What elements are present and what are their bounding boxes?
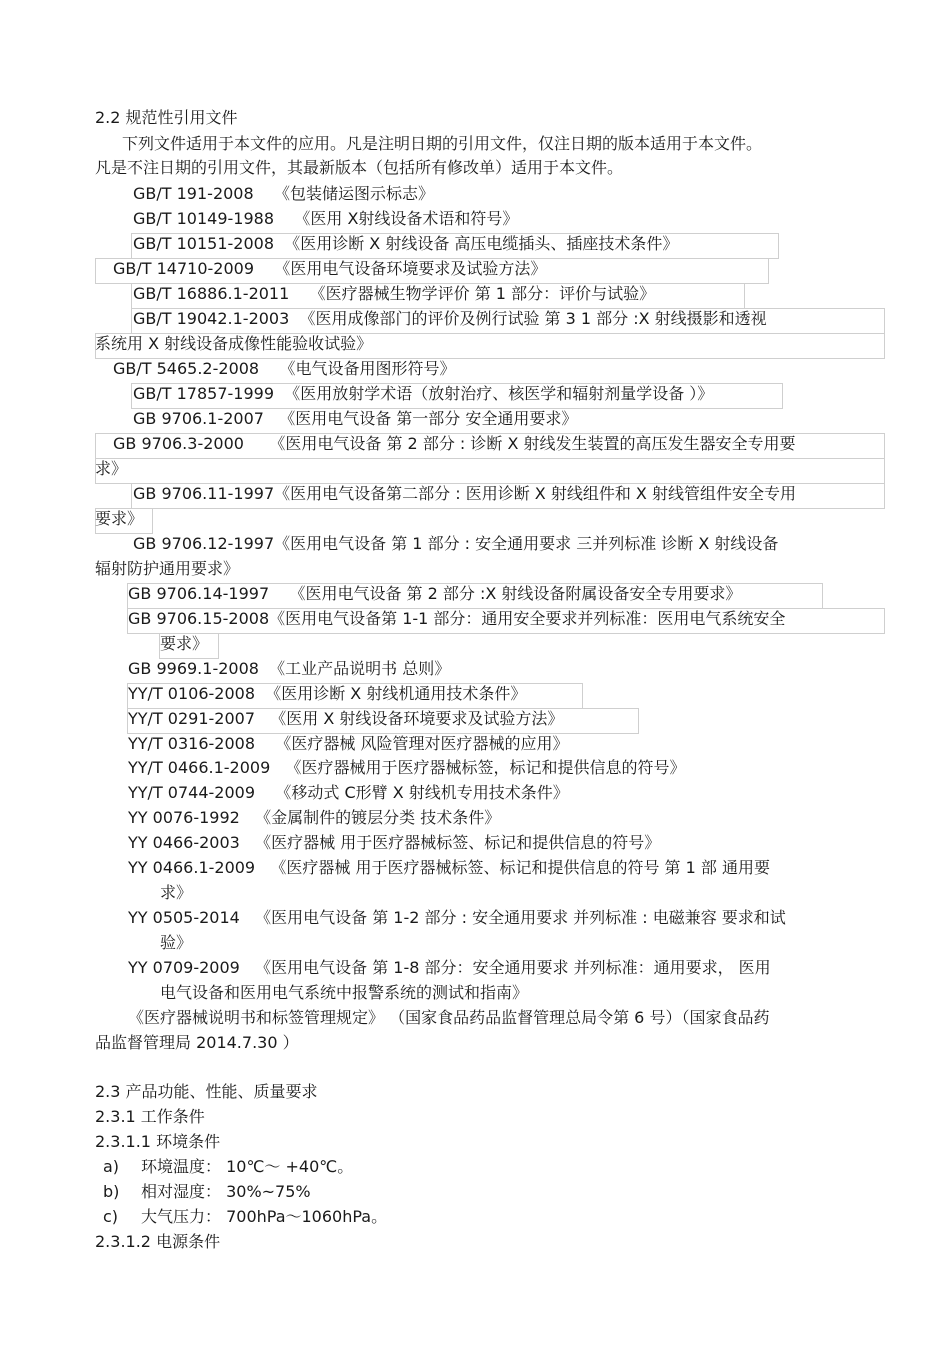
reference-code: GB/T 10151-2008	[133, 234, 275, 253]
reference-code: GB 9969.1-2008	[128, 659, 259, 678]
reference-code: GB 9706.15-2008	[128, 609, 270, 628]
item-marker: c)	[103, 1207, 119, 1226]
reference-code: YY/T 0466.1-2009	[128, 758, 271, 777]
reference-code: YY/T 0316-2008	[128, 734, 256, 753]
reference-item	[128, 708, 563, 730]
reference-item	[113, 433, 796, 455]
reference-code: YY/T 0744-2009	[128, 783, 256, 802]
reference-item	[128, 782, 569, 804]
reference-item	[128, 733, 568, 755]
reference-code: YY 0076-1992	[128, 808, 240, 827]
section-2-3-heading: 2.3 产品功能、性能、质量要求	[95, 1082, 318, 1101]
intro-line-2: 凡是不注日期的引用文件，其最新版本（包括所有修改单）适用于本文件。	[95, 158, 624, 177]
reference-title: 《医疗器械 用于医疗器械标签、标记和提供信息的符号》	[255, 833, 661, 852]
reference-item	[133, 533, 778, 555]
reference-code: GB/T 19042.1-2003	[133, 309, 290, 328]
regulation-line-2: 品监督管理局 2014.7.30 ）	[95, 1033, 299, 1052]
reference-code: YY 0466-2003	[128, 833, 240, 852]
reference-item	[128, 658, 450, 680]
reference-item	[133, 283, 655, 305]
reference-code: YY/T 0291-2007	[128, 709, 256, 728]
condition-item	[103, 1156, 353, 1178]
reference-item	[128, 857, 770, 879]
reference-item	[133, 183, 434, 205]
reference-title: 《包装储运图示标志》	[274, 184, 435, 203]
reference-continuation: 要求》	[160, 634, 209, 653]
section-2-2-heading: 2.2 规范性引用文件	[95, 108, 238, 127]
reference-item	[128, 757, 686, 779]
reference-code: GB/T 14710-2009	[113, 259, 255, 278]
reference-continuation: 辐射防护通用要求》	[95, 559, 240, 578]
reference-continuation: 验》	[160, 933, 193, 952]
regulation-line-1: 《医疗器械说明书和标签管理规定》 （国家食品药品监督管理总局令第 6 号）（国家食品药	[128, 1008, 770, 1027]
reference-code: YY/T 0106-2008	[128, 684, 256, 703]
reference-title: 《医疗器械用于医疗器械标签，标记和提供信息的符号》	[285, 758, 686, 777]
item-marker: a)	[103, 1157, 120, 1176]
reference-title: 《医用放射学术语（放射治疗、核医学和辐射剂量学设备 ）》	[284, 384, 714, 403]
reference-code: YY 0505-2014	[128, 908, 240, 927]
reference-title: 《电气设备用图形符号》	[279, 359, 456, 378]
reference-item	[128, 957, 771, 979]
reference-continuation: 电气设备和医用电气系统中报警系统的测试和指南》	[160, 983, 529, 1002]
reference-title: 《移动式 C形臂 X 射线机专用技术条件》	[275, 783, 569, 802]
item-marker: b)	[103, 1182, 120, 1201]
reference-code: YY 0466.1-2009	[128, 858, 256, 877]
reference-item	[128, 807, 500, 829]
reference-item	[113, 358, 455, 380]
reference-continuation: 要求》	[95, 509, 144, 528]
reference-title: 《医疗器械 用于医疗器械标签、标记和提供信息的符号 第 1 部 通用要	[270, 858, 770, 877]
reference-item	[133, 383, 713, 405]
condition-item	[103, 1206, 387, 1228]
reference-title: 《医用电气设备 第一部分 安全通用要求》	[279, 409, 578, 428]
reference-item	[133, 483, 796, 505]
reference-title: 《医用电气设备 第 1 部分 : 安全通用要求 三并列标准 诊断 X 射线设备	[274, 534, 779, 553]
item-text: 大气压力： 700hPa～1060hPa。	[141, 1207, 388, 1226]
text-frame	[95, 458, 885, 484]
reference-code: GB 9706.14-1997	[128, 584, 270, 603]
reference-code: GB 9706.1-2007	[133, 409, 264, 428]
reference-title: 《医用诊断 X 射线设备 高压电缆插头、插座技术条件》	[284, 234, 679, 253]
reference-title: 《医用电气设备 第 1-8 部分：安全通用要求 并列标准：通用要求， 医用	[255, 958, 771, 977]
reference-item	[133, 233, 678, 255]
reference-title: 《医疗器械 风险管理对医疗器械的应用》	[275, 734, 569, 753]
reference-item	[128, 583, 741, 605]
reference-item	[128, 832, 660, 854]
reference-title: 《医疗器械生物学评价 第 1 部分：评价与试验》	[309, 284, 656, 303]
reference-code: GB/T 16886.1-2011	[133, 284, 290, 303]
item-text: 相对湿度： 30%~75%	[141, 1182, 311, 1201]
reference-title: 《医用 X射线设备术语和符号》	[294, 209, 519, 228]
reference-code: GB/T 17857-1999	[133, 384, 275, 403]
reference-item	[128, 907, 786, 929]
reference-title: 《医用电气设备 第 1-2 部分 : 安全通用要求 并列标准 : 电磁兼容 要求和试	[255, 908, 786, 927]
reference-item	[128, 608, 785, 630]
reference-continuation: 求》	[160, 883, 193, 902]
reference-item	[128, 683, 526, 705]
reference-code: GB 9706.11-1997	[133, 484, 275, 503]
reference-item	[133, 208, 518, 230]
reference-code: GB 9706.12-1997	[133, 534, 275, 553]
condition-item	[103, 1181, 311, 1203]
reference-code: GB/T 10149-1988	[133, 209, 275, 228]
reference-title: 《医用成像部门的评价及例行试验 第 3 1 部分 :X 射线摄影和透视	[299, 309, 767, 328]
reference-title: 《工业产品说明书 总则》	[269, 659, 451, 678]
reference-continuation: 系统用 X 射线设备成像性能验收试验》	[95, 334, 373, 353]
subsection-2-3-1-1: 2.3.1.1 环境条件	[95, 1132, 221, 1151]
reference-title: 《医用电气设备第二部分 : 医用诊断 X 射线组件和 X 射线管组件安全专用	[274, 484, 796, 503]
reference-title: 《医用电气设备环境要求及试验方法》	[274, 259, 547, 278]
reference-item	[113, 258, 546, 280]
reference-item	[133, 408, 577, 430]
reference-title: 《医用 X 射线设备环境要求及试验方法》	[270, 709, 564, 728]
intro-line-1: 下列文件适用于本文件的应用。凡是注明日期的引用文件，仅注日期的版本适用于本文件。	[122, 134, 763, 153]
subsection-2-3-1: 2.3.1 工作条件	[95, 1107, 205, 1126]
reference-title: 《医用电气设备 第 2 部分 :X 射线设备附属设备安全专用要求》	[289, 584, 742, 603]
reference-code: GB 9706.3-2000	[113, 434, 244, 453]
subsection-2-3-1-2: 2.3.1.2 电源条件	[95, 1232, 221, 1251]
reference-item	[133, 308, 767, 330]
reference-code: GB/T 5465.2-2008	[113, 359, 260, 378]
reference-title: 《医用电气设备 第 2 部分 : 诊断 X 射线发生装置的高压发生器安全专用要	[269, 434, 796, 453]
reference-code: YY 0709-2009	[128, 958, 240, 977]
reference-title: 《医用电气设备第 1-1 部分：通用安全要求并列标准：医用电气系统安全	[269, 609, 786, 628]
reference-code: GB/T 191-2008	[133, 184, 254, 203]
reference-title: 《金属制件的镀层分类 技术条件》	[255, 808, 501, 827]
item-text: 环境温度： 10℃～ +40℃。	[141, 1157, 354, 1176]
reference-continuation: 求》	[95, 459, 128, 478]
reference-title: 《医用诊断 X 射线机通用技术条件》	[265, 684, 527, 703]
